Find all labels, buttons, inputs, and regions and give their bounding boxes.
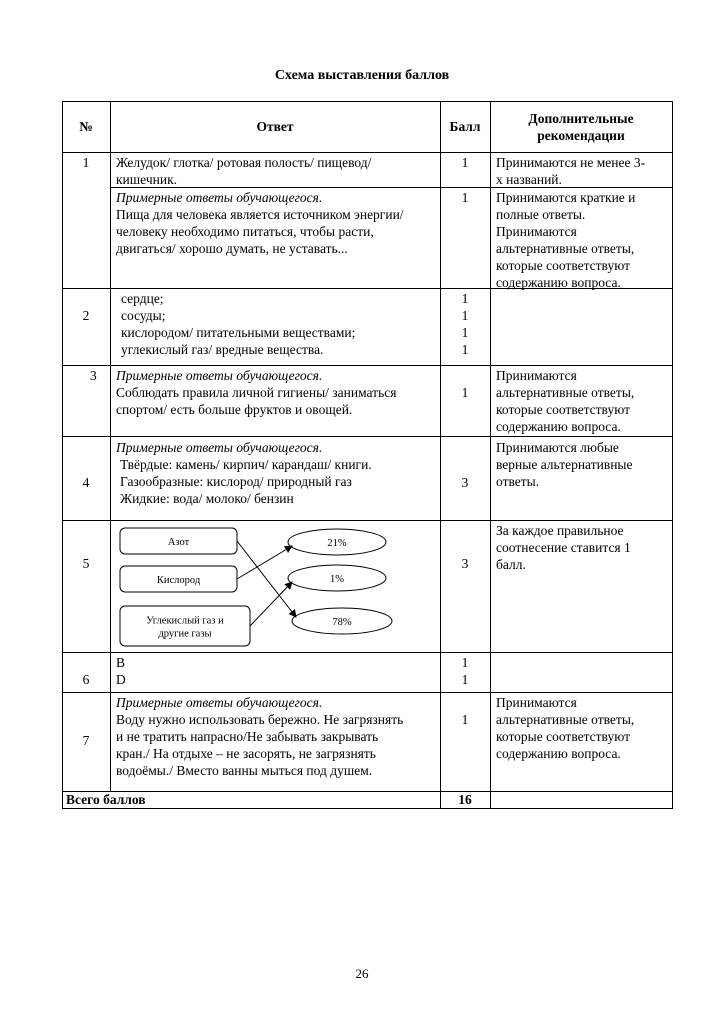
q5-box-label: Углекислый газ и	[146, 615, 224, 627]
answer-line: Воду нужно использовать бережно. Не загрязнять	[116, 712, 404, 727]
row-divider	[62, 692, 673, 693]
q5-right-oval	[292, 608, 392, 634]
rec-line: Принимаются	[496, 368, 577, 383]
answer-line: спортом/ есть больше фруктов и овощей.	[116, 402, 353, 417]
q2-number: 2	[82, 308, 90, 323]
header-score: Балл	[449, 119, 481, 134]
rec-line: Принимаются	[496, 224, 577, 239]
row-divider	[62, 152, 673, 153]
answer-line: Соблюдать правила личной гигиены/ заниматься	[116, 385, 397, 400]
q1-answer-2	[116, 189, 404, 257]
q5-oval-label: 78%	[332, 617, 352, 628]
q1-rec-1	[496, 154, 645, 188]
q6-scores	[440, 654, 490, 688]
q5-rec	[496, 522, 631, 573]
answer-line: сердце;	[121, 291, 164, 306]
q5-box-label: Азот	[167, 537, 190, 548]
q5-oval-label: 1%	[330, 574, 344, 585]
rec-line: которые соответствуют	[496, 402, 631, 417]
header-answer: Ответ	[256, 119, 294, 134]
answer-intro: Примерные ответы обучающегося.	[116, 440, 323, 455]
q5-box-label: другие газы	[158, 628, 212, 640]
answer-line: кишечник.	[116, 172, 178, 187]
q3-score: 1	[461, 385, 469, 400]
q3-rec	[496, 367, 634, 435]
rec-line: альтернативные ответы,	[496, 385, 635, 400]
answer-line: Газообразные: кислород/ природный газ	[120, 474, 352, 489]
q2-answer	[121, 290, 355, 358]
rec-line: Принимаются	[496, 695, 577, 710]
answer-line: двигаться/ хорошо думать, не уставать...	[116, 241, 348, 256]
rec-line: содержанию вопроса.	[496, 746, 621, 761]
header-num: №	[79, 119, 93, 134]
rec-line: которые соответствуют	[496, 258, 631, 273]
q1-rec-2	[496, 189, 635, 291]
rec-line: ответы.	[496, 474, 540, 489]
answer-line: Твёрдые: камень/ кирпич/ карандаш/ книги.	[120, 457, 372, 472]
header-rec-line: рекомендации	[537, 128, 625, 143]
q7-rec	[496, 694, 634, 762]
q5-left-box	[120, 528, 237, 554]
page-title: Схема выставления баллов	[274, 68, 450, 83]
table-border-left	[62, 101, 63, 809]
rec-line: балл.	[496, 557, 526, 572]
answer-line: Пища для человека является источником энергии/	[116, 207, 404, 222]
answer-line: Жидкие: вода/ молоко/ бензин	[120, 491, 294, 506]
score-value: 1	[461, 325, 469, 340]
header-recommendations	[490, 110, 672, 144]
q7-score: 1	[461, 712, 469, 727]
table-border-right	[672, 101, 673, 809]
row-divider	[62, 436, 673, 437]
q7-answer	[116, 694, 403, 779]
q6-answer	[116, 654, 126, 688]
q5-score: 3	[461, 556, 469, 571]
column-divider	[110, 101, 111, 791]
rec-line: Принимаются краткие и	[496, 190, 636, 205]
rec-line: альтернативные ответы,	[496, 712, 635, 727]
answer-line: кран./ На отдыхе – не засорять, не загрязнять	[116, 746, 376, 761]
q4-score: 3	[461, 475, 469, 490]
rec-line: содержанию вопроса.	[496, 275, 621, 290]
q5-number: 5	[82, 556, 90, 571]
rec-line: За каждое правильное	[496, 523, 624, 538]
answer-line: Желудок/ глотка/ ротовая полость/ пищевод/	[116, 155, 372, 170]
rec-line: содержанию вопроса.	[496, 419, 621, 434]
answer-line: водоёмы./ Вместо ванны мыться под душем.	[116, 763, 373, 778]
answer-line: и не тратить напрасно/Не забывать закрывать	[116, 729, 379, 744]
answer-line: B	[116, 655, 126, 670]
score-value: 1	[461, 655, 469, 670]
q5-right-oval	[288, 529, 386, 555]
q7-number: 7	[82, 733, 90, 748]
score-value: 1	[461, 308, 469, 323]
q3-answer	[116, 367, 396, 418]
page-number: 26	[355, 966, 369, 981]
rec-line: соотнесение ставится 1	[496, 540, 631, 555]
q4-rec	[496, 439, 632, 490]
answer-intro: Примерные ответы обучающегося.	[116, 368, 323, 383]
q3-number: 3	[90, 368, 97, 383]
rec-line: полные ответы.	[496, 207, 586, 222]
q5-right-oval	[288, 565, 386, 591]
q5-left-box	[120, 606, 250, 646]
score-value: 1	[461, 342, 469, 357]
row-divider	[62, 791, 673, 792]
rec-line: х названий.	[496, 172, 562, 187]
total-label: Всего баллов	[66, 792, 146, 807]
answer-line: кислородом/ питательными веществами;	[121, 325, 356, 340]
answer-line: человеку необходимо питаться, чтобы расти,	[116, 224, 374, 239]
q1-number: 1	[82, 155, 90, 170]
q5-matching-diagram	[110, 520, 440, 652]
table-border-top	[62, 101, 673, 102]
q4-number: 4	[82, 475, 90, 490]
rec-line: Принимаются не менее 3-	[496, 155, 646, 170]
answer-intro: Примерные ответы обучающегося.	[116, 695, 323, 710]
q1-score-1: 1	[461, 155, 469, 170]
q1-score-2: 1	[461, 190, 469, 205]
rec-line: альтернативные ответы,	[496, 241, 635, 256]
row-divider	[62, 652, 673, 653]
rec-line: верные альтернативные	[496, 457, 633, 472]
answer-line: сосуды;	[121, 308, 166, 323]
table-border-bottom	[62, 808, 673, 809]
header-rec-line: Дополнительные	[528, 111, 634, 126]
column-divider	[490, 101, 491, 809]
q5-left-box	[120, 566, 237, 592]
total-score: 16	[458, 792, 472, 807]
q5-oval-label: 21%	[327, 538, 347, 549]
answer-intro: Примерные ответы обучающегося.	[116, 190, 323, 205]
answer-line: D	[116, 672, 126, 687]
score-value: 1	[461, 291, 469, 306]
rec-line: которые соответствуют	[496, 729, 631, 744]
q5-box-label: Кислород	[156, 575, 201, 586]
q1-answer-1	[116, 154, 371, 188]
answer-line: углекислый газ/ вредные вещества.	[121, 342, 324, 357]
column-divider	[440, 101, 441, 809]
q6-number: 6	[82, 672, 90, 687]
row-divider	[62, 365, 673, 366]
q2-scores	[440, 290, 490, 358]
q4-answer	[116, 439, 372, 507]
score-value: 1	[461, 672, 469, 687]
rec-line: Принимаются любые	[496, 440, 619, 455]
